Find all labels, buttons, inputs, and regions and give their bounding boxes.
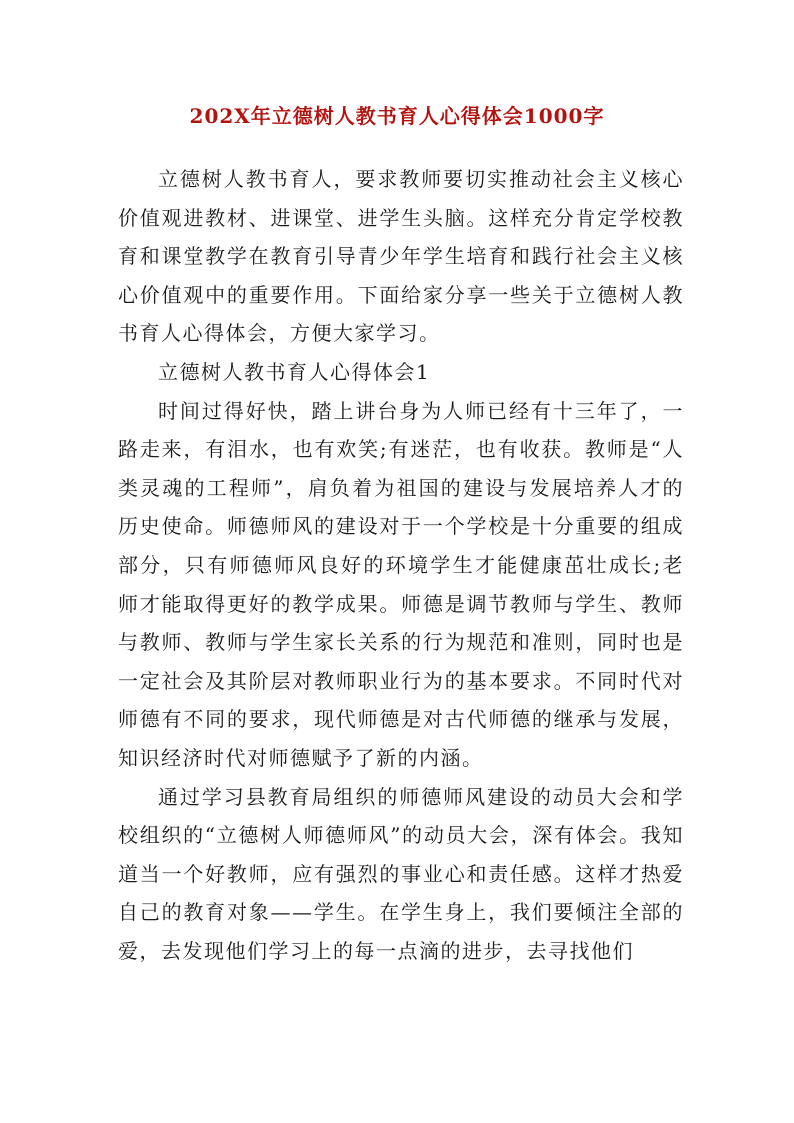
document-body [118,160,684,970]
section-heading: 立德树人教书育人心得体会1 [158,359,431,384]
intro-paragraph: 立德树人教书育人，要求教师要切实推动社会主义核心价值观进教材、进课堂、进学生头脑。这样充分肯定学校教育和课堂教学在教育引导青少年学生培育和践行社会主义核心价值观中的重要作用。下面给家分享一些关于立德树人教书育人心得体会，方便大家学习。 [118,167,684,346]
document-title: 202X年立德树人教书育人心得体会1000字 [189,104,605,128]
body-paragraph: 时间过得好快，踏上讲台身为人师已经有十三年了，一路走来，有泪水，也有欢笑;有迷茫，也有收获。教师是“人类灵魂的工程师”，肩负着为祖国的建设与发展培养人才的历史使命。师德师风的建设对于一个学校是十分重要的组成部分，只有师德师风良好的环境学生才能健康茁壮成长;老师才能取得更好的教学成果。师德是调节教师与学生、教师与教师、教师与学生家长关系的行为规范和准则，同时也是一定社会及其阶层对教师职业行为的基本要求。不同时代对师德有不同的要求，现代师德是对古代师德的继承与发展，知识经济时代对师德赋予了新的内涵。 [118,398,684,770]
body-paragraph: 通过学习县教育局组织的师德师风建设的动员大会和学校组织的“立德树人师德师风”的动员大会，深有体会。我知道当一个好教师，应有强烈的事业心和责任感。这样才热爱自己的教育对象——学生。在学生身上，我们要倾注全部的爱，去发现他们学习上的每一点滴的进步，去寻找他们 [118,784,684,963]
